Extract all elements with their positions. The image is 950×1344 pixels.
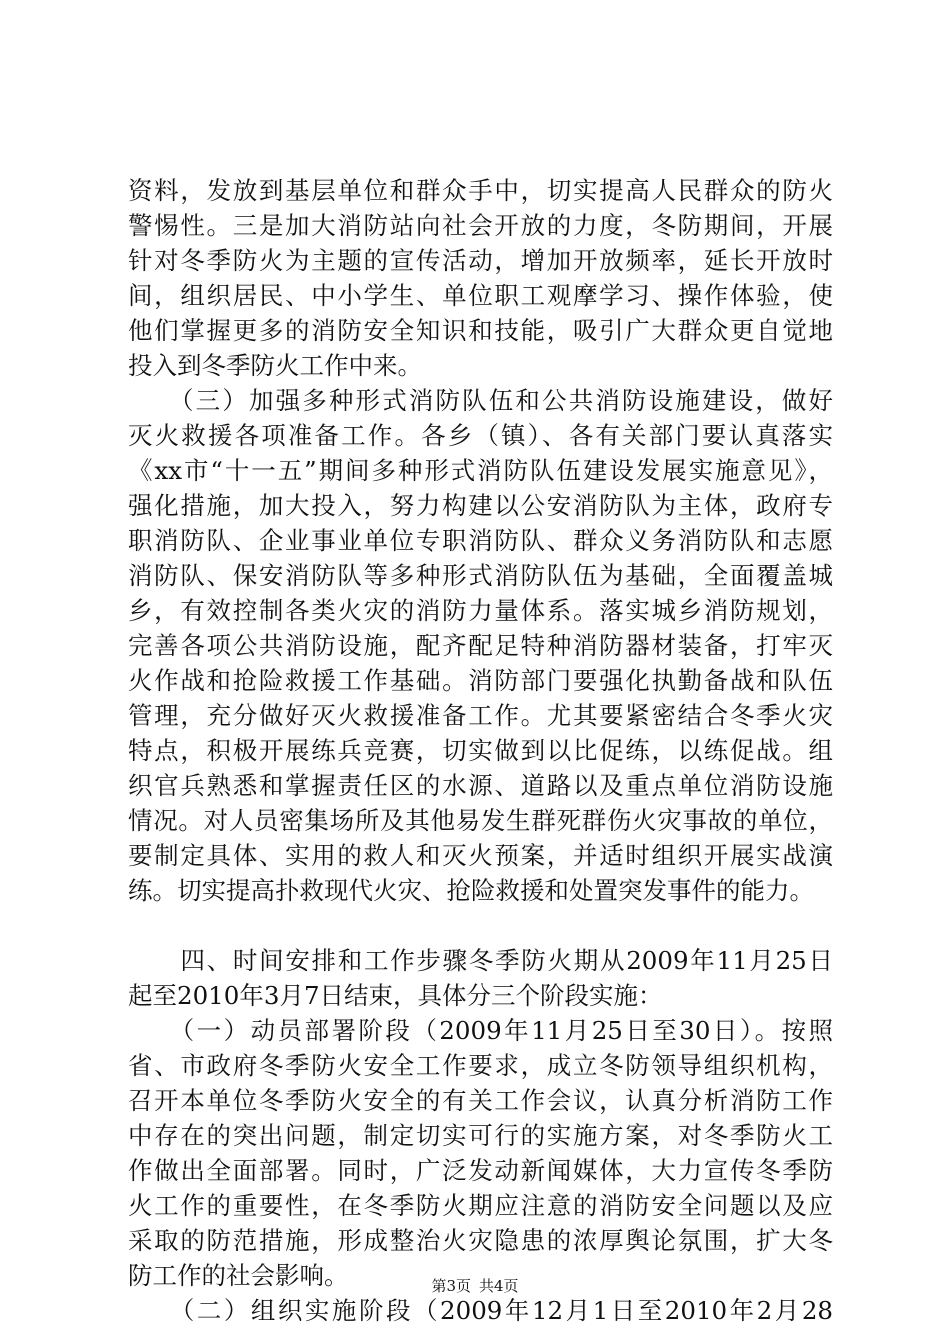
text-line: 作做出全面部署。同时，广泛发动新闻媒体，大力宣传冬季防 [128,1156,833,1185]
text-line: 职消防队、企业事业单位专职消防队、群众义务消防队和志愿 [128,526,833,555]
page-number-total: 共4页 [479,1277,519,1295]
text-line: 省、市政府冬季防火安全工作要求，成立冬防领导组织机构， [128,1051,833,1080]
text-line: 特点，积极开展练兵竞赛，切实做到以比促练，以练促战。组 [128,736,833,765]
text-line: 火工作的重要性，在冬季防火期应注意的消防安全问题以及应 [128,1191,833,1220]
text-line: 火作战和抢险救援工作基础。消防部门要强化执勤备战和队伍 [128,666,833,695]
text-line: （一）动员部署阶段（2009年11月25日至30日）。按照 [128,1016,833,1045]
text-line: 强化措施，加大投入，努力构建以公安消防队为主体，政府专 [128,491,833,520]
text-line: 中存在的突出问题，制定切实可行的实施方案，对冬季防火工 [128,1121,833,1150]
text-line: 警惕性。三是加大消防站向社会开放的力度，冬防期间，开展 [128,211,833,240]
text-line: 采取的防范措施，形成整治火灾隐患的浓厚舆论氛围，扩大冬 [128,1226,833,1255]
text-line: 乡，有效控制各类火灾的消防力量体系。落实城乡消防规划， [128,596,833,625]
text-line: 起至2010年3月7日结束，具体分三个阶段实施： [128,981,663,1010]
text-line: 资料，发放到基层单位和群众手中，切实提高人民群众的防火 [128,176,833,205]
text-line: 灭火救援各项准备工作。各乡（镇）、各有关部门要认真落实 [128,421,833,450]
text-line: （二）组织实施阶段（2009年12月1日至2010年2月28 [128,1296,833,1325]
text-line: 《xx市“十一五”期间多种形式消防队伍建设发展实施意见》， [128,456,833,485]
paragraph-gap [128,908,833,943]
text-line: 他们掌握更多的消防安全知识和技能，吸引广大群众更自觉地 [128,316,833,345]
text-line: 针对冬季防火为主题的宣传活动，增加开放频率，延长开放时 [128,246,833,275]
text-line: 织官兵熟悉和掌握责任区的水源、道路以及重点单位消防设施 [128,771,833,800]
text-line: 防工作的社会影响。 [128,1261,349,1290]
text-line: 间，组织居民、中小学生、单位职工观摩学习、操作体验，使 [128,281,833,310]
text-line: 情况。对人员密集场所及其他易发生群死群伤火灾事故的单位， [128,806,833,835]
page-number-current: 第3页 [431,1277,471,1295]
text-line: 完善各项公共消防设施，配齐配足特种消防器材装备，打牢灭 [128,631,833,660]
page-footer [0,1276,950,1296]
text-line: 召开本单位冬季防火安全的有关工作会议，认真分析消防工作 [128,1086,833,1115]
text-line: 消防队、保安消防队等多种形式消防队伍为基础，全面覆盖城 [128,561,833,590]
text-line: 四、时间安排和工作步骤冬季防火期从2009年11月25日 [128,946,833,975]
text-line: 管理，充分做好灭火救援准备工作。尤其要紧密结合冬季火灾 [128,701,833,730]
text-line: 练。切实提高扑救现代火灾、抢险救援和处置突发事件的能力。 [128,876,814,905]
text-line: 要制定具体、实用的救人和灭火预案，并适时组织开展实战演 [128,841,833,870]
text-line: 投入到冬季防火工作中来。 [128,351,422,380]
document-body [128,173,833,1328]
text-line: （三）加强多种形式消防队伍和公共消防设施建设，做好 [128,386,833,415]
